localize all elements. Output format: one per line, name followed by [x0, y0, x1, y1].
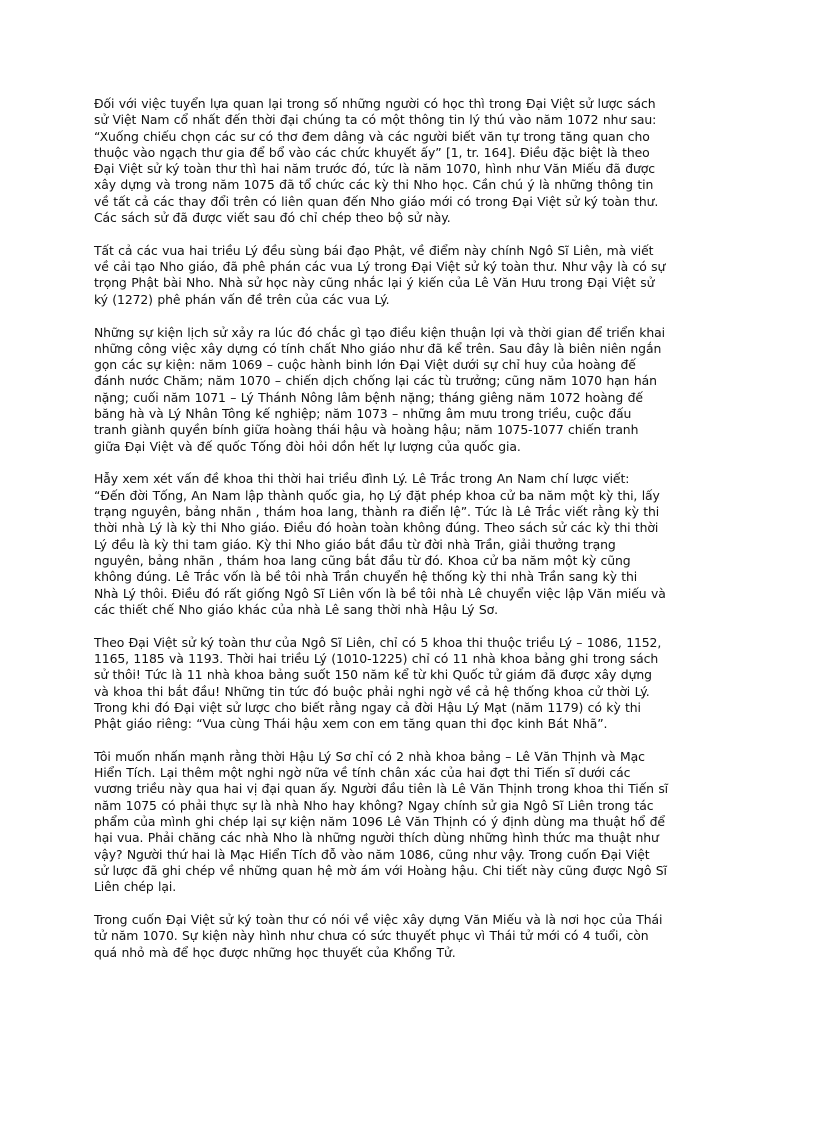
text-line: sử lược đã ghi chép về những quan hệ mờ ám với Hoàng hậu. Chi tiết này cũng được Ngô Sĩ	[94, 862, 667, 878]
text-line: đánh nước Chăm; năm 1070 – chiến dịch chống lại các tù trưởng; cũng năm 1070 hạn hán	[94, 373, 657, 389]
text-line: Phật giáo riêng: “Vua cùng Thái hậu xem con em tăng quan thi đọc kinh Bát Nhã”.	[94, 716, 608, 732]
text-line: thuộc vào ngạch thư gia để bổ vào các chức khuyết ấy” [1, tr. 164]. Điều đặc biệt là theo	[94, 144, 650, 160]
paragraph-recruitment	[94, 96, 734, 226]
paragraph-exam-records	[94, 635, 734, 733]
text-line: tranh giành quyền bính giữa hoàng thái hậu và hoàng hậu; năm 1075-1077 chiến tranh	[94, 422, 639, 438]
paragraph-ly-kings-buddhism	[94, 243, 734, 308]
text-line: và khoa thi bắt đầu! Những tin tức đó buộc phải nghi ngờ về cả hệ thống khoa cử thời Lý.	[94, 683, 650, 699]
document-page	[94, 96, 734, 977]
text-line: Nhà Lý thôi. Điều đó rất giống Ngô Sĩ Liên vốn là bề tôi nhà Lê chuyển việc lập Văn miếu và	[94, 585, 666, 601]
text-line: không đúng. Lê Trắc vốn là bề tôi nhà Trần chuyển hệ thống kỳ thi nhà Trần sang kỳ thi	[94, 569, 638, 585]
text-line: thời nhà Lý là kỳ thi Nho giáo. Điều đó hoàn toàn không đúng. Theo sách sử các kỳ thi thời	[94, 520, 659, 536]
text-line: vương triều này qua hai vị đại quan ấy. Người đầu tiên là Lê Văn Thịnh trong khoa thi Tiến sĩ	[94, 781, 669, 797]
text-line: phẩm của mình ghi chép lại sự kiện năm 1096 Lê Văn Thịnh có ý định dùng ma thuật hổ để	[94, 814, 665, 830]
text-line: Liên chép lại.	[94, 879, 177, 895]
text-line: “Xuống chiếu chọn các sư có thơ đem dâng và các người biết văn tự trong tăng quan cho	[94, 128, 650, 144]
text-line: xây dựng và trong năm 1075 đã tổ chức các kỳ thi Nho học. Cần chú ý là những thông tin	[94, 177, 654, 193]
text-line: Trong khi đó Đại việt sử lược cho biết rằng ngay cả đời Hậu Lý Mạt (năm 1179) có kỳ thi	[94, 699, 641, 715]
text-line: Tôi muốn nhấn mạnh rằng thời Hậu Lý Sơ chỉ có 2 nhà khoa bảng – Lê Văn Thịnh và Mạc	[94, 748, 645, 764]
text-line: Các sách sử đã được viết sau đó chỉ chép theo bộ sử này.	[94, 210, 451, 226]
paragraph-scholars	[94, 749, 734, 896]
text-line: Lý đều là kỳ thi tam giáo. Kỳ thi Nho giáo bắt đầu từ đời nhà Trần, giải thưởng trạng	[94, 536, 616, 552]
text-line: Những sự kiện lịch sử xảy ra lúc đó chắc gì tạo điều kiện thuận lợi và thời gian để triển khai	[94, 324, 665, 340]
text-line: Tất cả các vua hai triều Lý đều sùng bái đạo Phật, về điểm này chính Ngô Sĩ Liên, mà viết	[94, 242, 654, 258]
text-line: Đại Việt sử ký toàn thư thì hai năm trước đó, tức là năm 1070, hình như Văn Miếu đã được	[94, 161, 655, 177]
paragraph-examinations	[94, 471, 734, 618]
text-line: Hẫy xem xét vấn đề khoa thi thời hai triều đình Lý. Lê Trắc trong An Nam chí lược viết:	[94, 471, 630, 487]
text-line: Đối với việc tuyển lựa quan lại trong số những người có học thì trong Đại Việt sử lược sách	[94, 96, 656, 111]
text-line: năm 1075 có phải thực sự là nhà Nho hay không? Ngay chính sử gia Ngô Sĩ Liên trong tác	[94, 797, 654, 813]
text-line: 1165, 1185 và 1193. Thời hai triều Lý (1010-1225) chỉ có 11 nhà khoa bảng ghi trong sách	[94, 650, 659, 666]
text-line: giữa Đại Việt và đế quốc Tống đòi hỏi dồn hết lự lượng của quốc gia.	[94, 438, 521, 454]
text-line: trọng Phật bài Nho. Nhà sử học này cũng nhắc lại ý kiến của Lê Văn Hưu trong Đại Việt sử	[94, 275, 655, 291]
text-line: nguyên, bảng nhãn , thám hoa lang cũng bắt đầu từ đó. Khoa cử ba năm một kỳ cũng	[94, 552, 631, 568]
text-line: ký (1272) phê phán vấn đề trên của các vua Lý.	[94, 291, 390, 307]
text-line: tử năm 1070. Sự kiện này hình như chưa có sức thuyết phục vì Thái tử mới có 4 tuổi, còn	[94, 928, 649, 944]
text-line: về cải tạo Nho giáo, đã phê phán các vua Lý trong Đại Việt sử ký toàn thư. Như vậy là có sự	[94, 259, 666, 275]
text-line: băng hà và Lý Nhân Tông kế nghiệp; năm 1073 – những âm mưu trong triều, cuộc đấu	[94, 406, 632, 422]
text-line: các thiết chế Nho giáo khác của nhà Lê sang thời nhà Hậu Lý Sơ.	[94, 601, 498, 617]
text-line: quá nhỏ mà để học được những học thuyết của Khổng Tử.	[94, 944, 456, 960]
text-line: sử thôi! Tức là 11 nhà khoa bảng suốt 150 năm kể từ khi Quốc tử giám đã được xây dựng	[94, 667, 652, 683]
text-line: những công việc xây dựng có tính chất Nho giáo như đã kể trên. Sau đây là biên niên ngắn	[94, 340, 662, 356]
text-line: Trong cuốn Đại Việt sử ký toàn thư có nói về việc xây dựng Văn Miếu và là nơi học của Thái	[94, 912, 663, 928]
paragraph-historical-events	[94, 325, 734, 455]
text-line: “Đến đời Tống, An Nam lập thành quốc gia, họ Lý đặt phép khoa cử ba năm một kỳ thi, lấy	[94, 487, 660, 503]
text-line: Theo Đại Việt sử ký toàn thư của Ngô Sĩ Liên, chỉ có 5 khoa thi thuộc triều Lý – 1086, 1152,	[94, 634, 662, 650]
text-line: vậy? Người thứ hai là Mạc Hiển Tích đỗ vào năm 1086, cũng như vậy. Trong cuốn Đại Việt	[94, 846, 650, 862]
text-line: về tất cả các thay đổi trên có liên quan đến Nho giáo mới có trong Đại Việt sử ký toàn thư.	[94, 193, 659, 209]
text-line: trạng nguyên, bảng nhãn , thám hoa lang, thành ra điển lệ”. Tức là Lê Trắc viết rằng kỳ thi	[94, 504, 660, 520]
text-line: gọn các sự kiện: năm 1069 – cuộc hành binh lớn Đại Việt dưới sự chỉ huy của hoàng đế	[94, 357, 636, 373]
text-line: Hiển Tích. Lại thêm một nghi ngờ nữa về tính chân xác của hai đợt thi Tiến sĩ dưới các	[94, 765, 631, 781]
text-line: nặng; cuối năm 1071 – Lý Thánh Nông lâm bệnh nặng; tháng giêng năm 1072 hoàng đế	[94, 389, 643, 405]
paragraph-temple-of-literature	[94, 912, 734, 961]
text-line: sử Việt Nam cổ nhất đến thời đại chúng ta có một thông tin lý thú vào năm 1072 như sau:	[94, 112, 657, 128]
text-line: hại vua. Phải chăng các nhà Nho là những người thích dùng những hình thức ma thuật như	[94, 830, 659, 846]
